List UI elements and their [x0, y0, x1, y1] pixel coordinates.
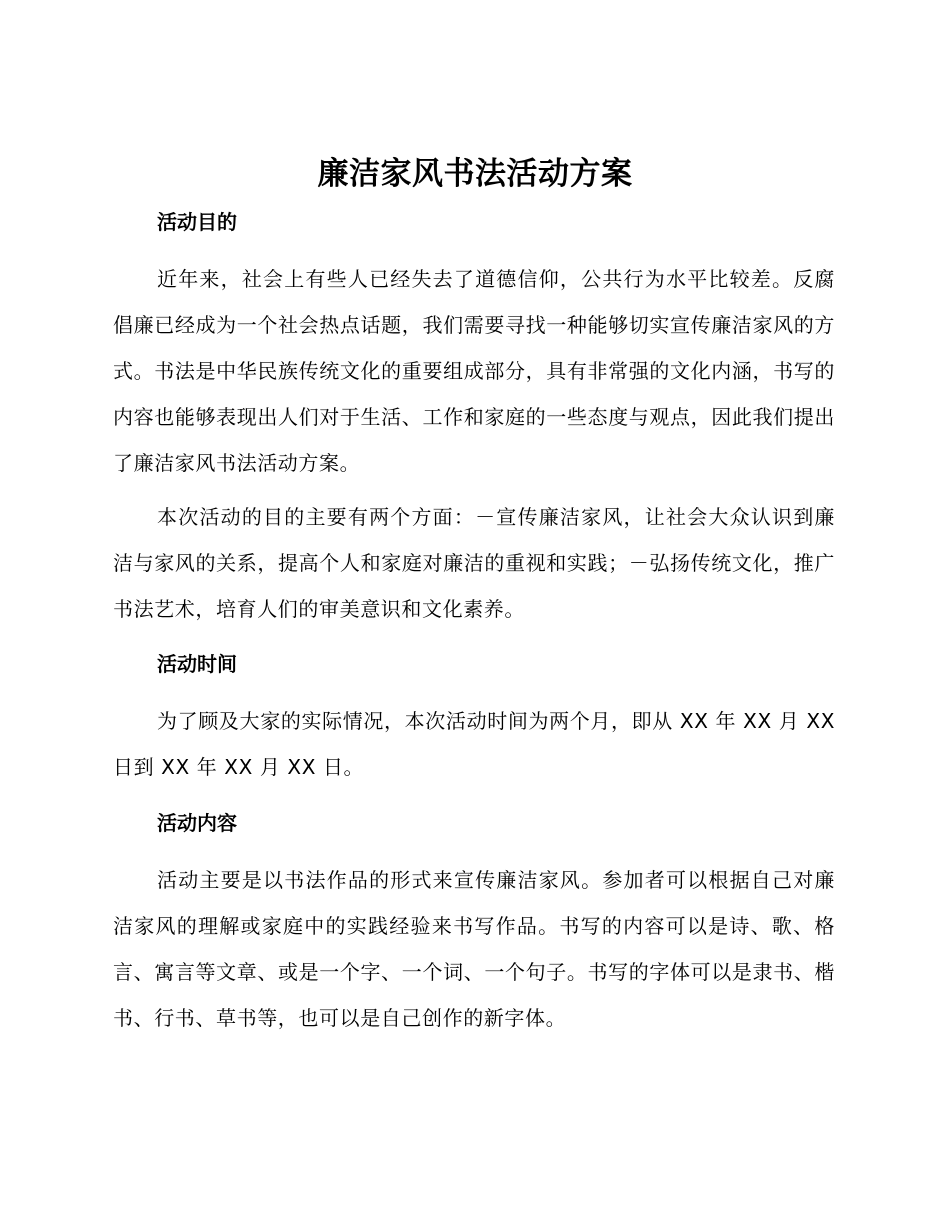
section-heading-content: 活动内容: [157, 811, 237, 835]
paragraph-purpose-background: 近年来，社会上有些人已经失去了道德信仰，公共行为水平比较差。反腐倡廉已经成为一个社会热点话题，我们需要寻找一种能够切实宣传廉洁家风的方式。书法是中华民族传统文化的重要组成部分，具有非常强的文化内涵，书写的内容也能够表现出人们对于生活、工作和家庭的一些态度与观点，因此我们提出了廉洁家风书法活动方案。: [113, 267, 835, 475]
section-heading-purpose: 活动目的: [157, 210, 237, 234]
paragraph-content: 活动主要是以书法作品的形式来宣传廉洁家风。参加者可以根据自己对廉洁家风的理解或家庭中的实践经验来书写作品。书写的内容可以是诗、歌、格言、寓言等文章、或是一个字、一个词、一个句子。书写的字体可以是隶书、楷书、行书、草书等，也可以是自己创作的新字体。: [113, 868, 835, 1030]
document-title: 廉洁家风书法活动方案: [317, 156, 633, 192]
section-heading-time: 活动时间: [157, 652, 237, 676]
paragraph-purpose-goals: 本次活动的目的主要有两个方面：－宣传廉洁家风，让社会大众认识到廉洁与家风的关系，提高个人和家庭对廉洁的重视和实践；－弘扬传统文化，推广书法艺术，培育人们的审美意识和文化素养。: [113, 505, 835, 621]
paragraph-time: 为了顾及大家的实际情况，本次活动时间为两个月，即从 XX 年 XX 月 XX 日到 XX 年 XX 月 XX 日。: [113, 709, 835, 779]
